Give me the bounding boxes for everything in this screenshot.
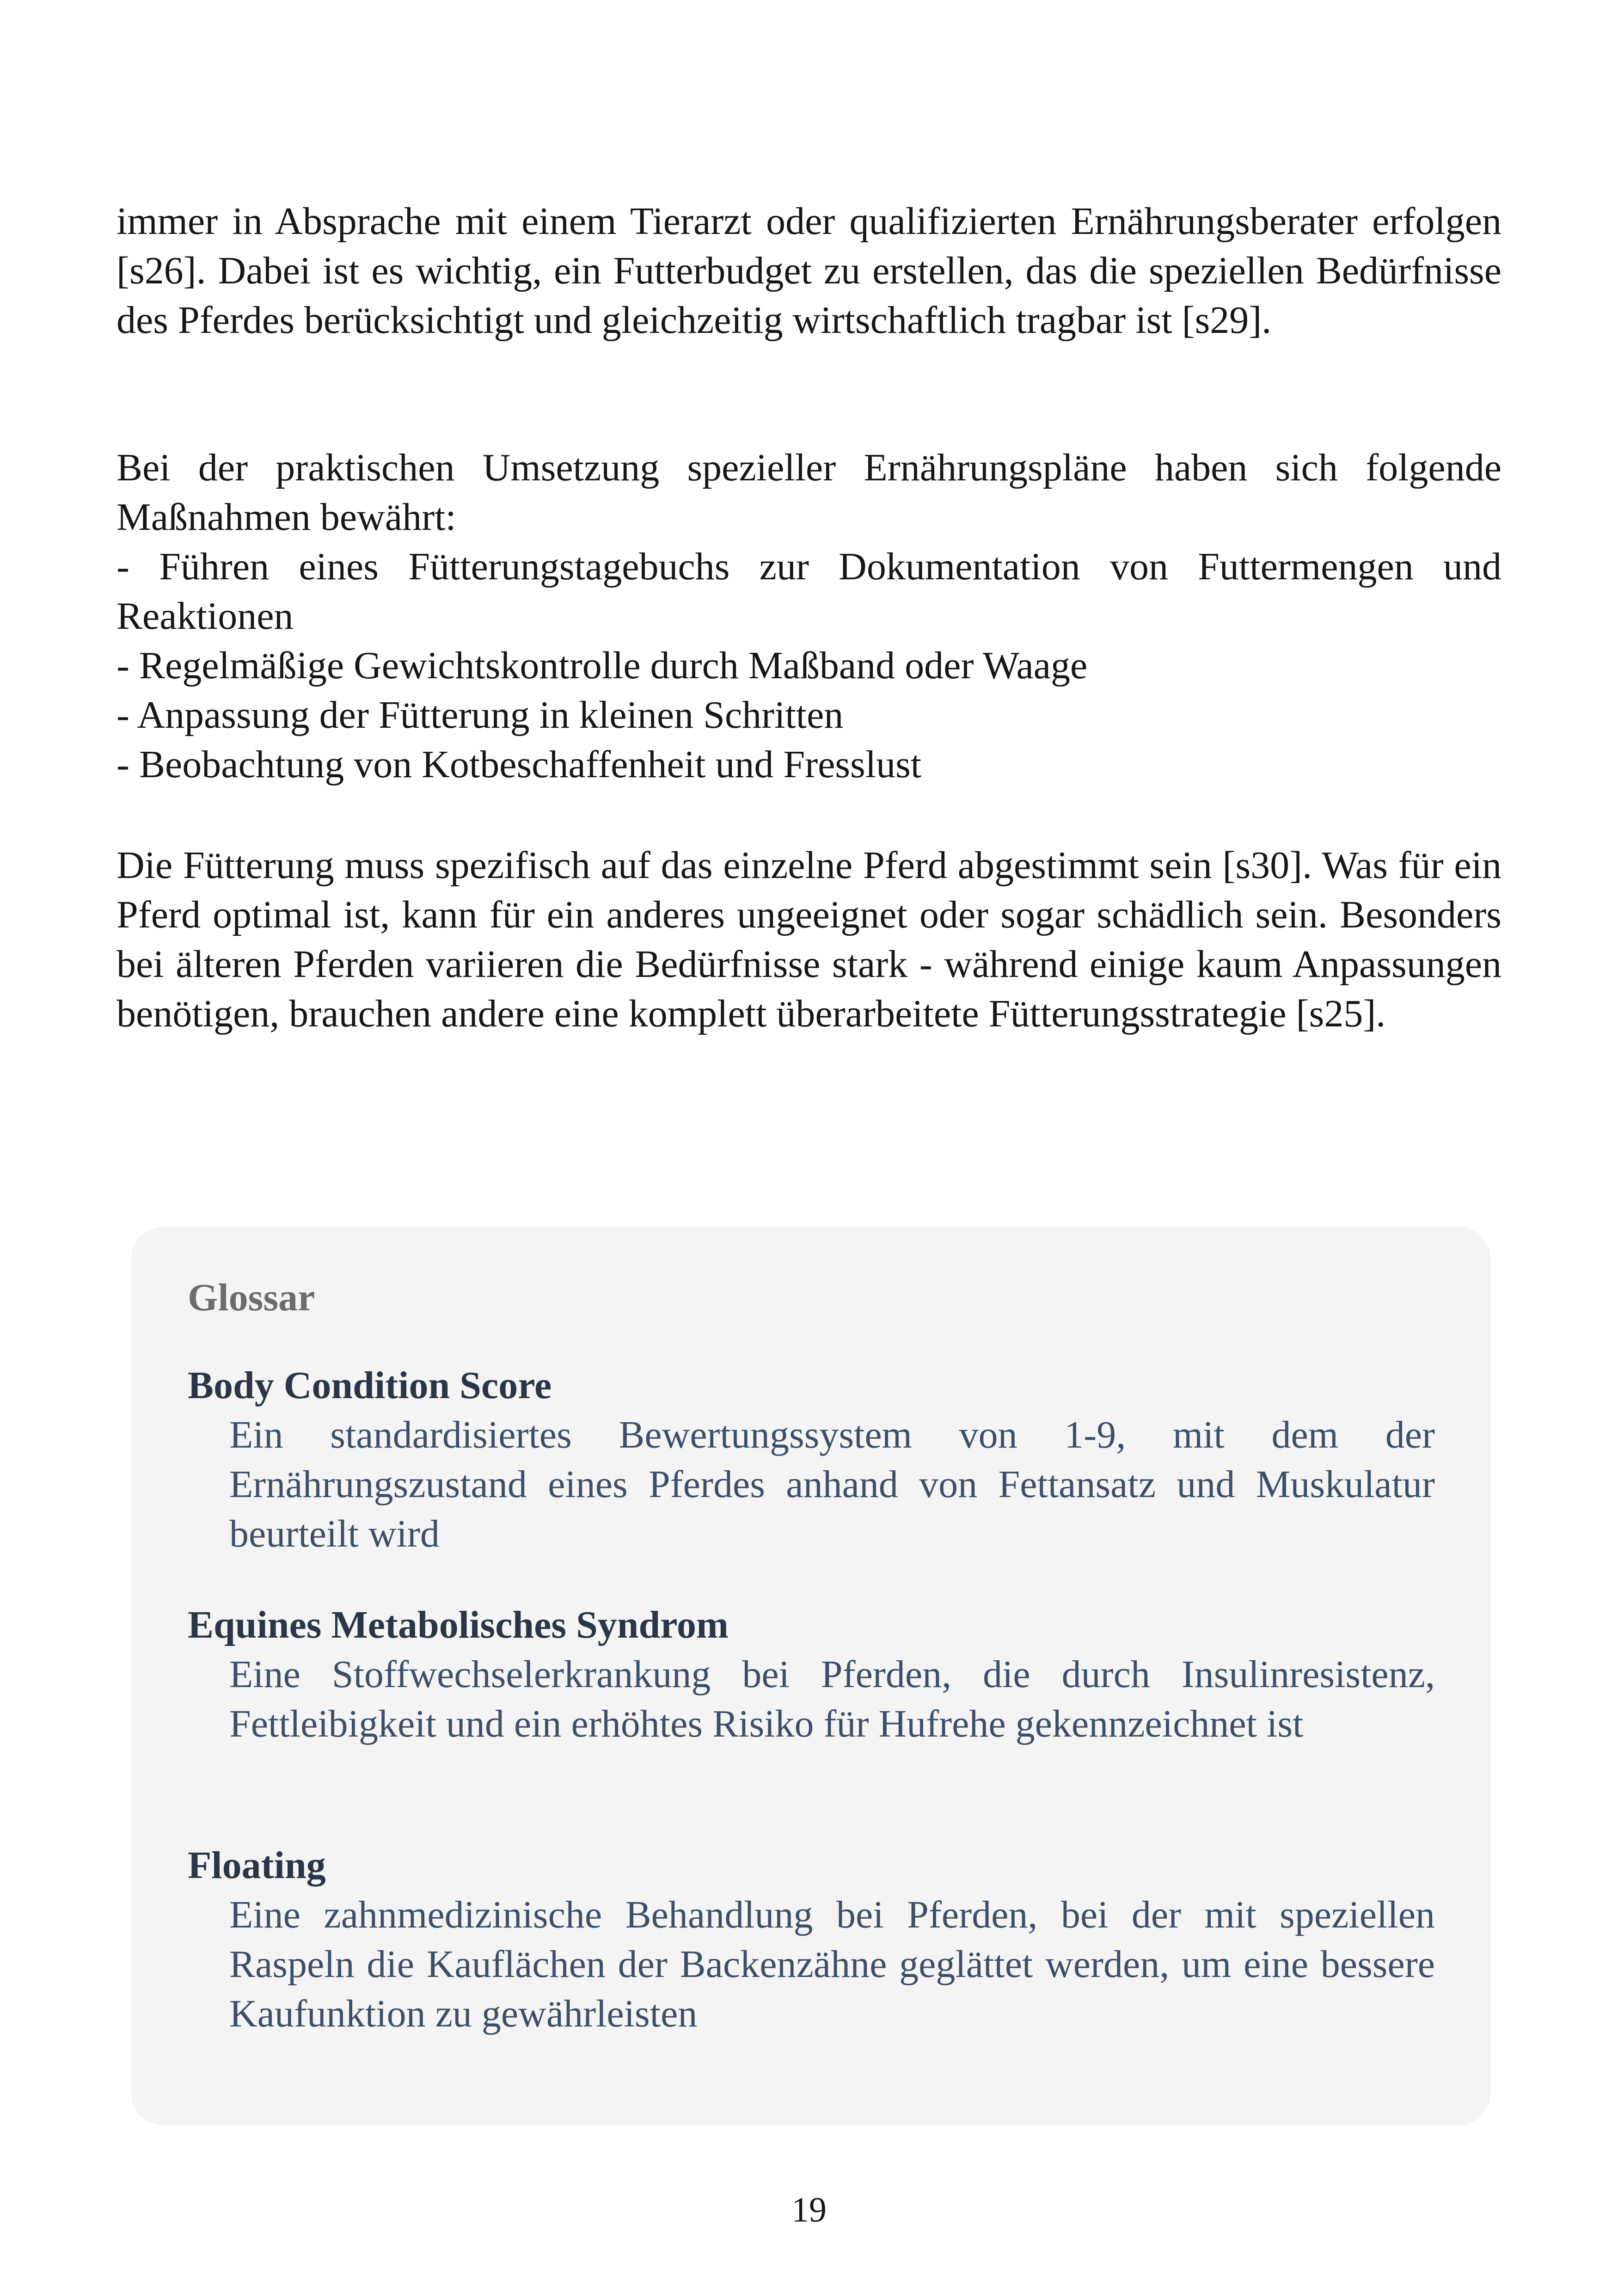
glossary-title: Glossar: [188, 1276, 315, 1319]
body-paragraph-3: Die Fütterung muss spezifisch auf das einzelne Pferd abgestimmt sein [s30]. Was für ein Pferd optimal ist, kann für ein anderes ungeeignet oder sogar schädlich sein. Besonders bei älteren Pferden variieren die Bedürfnisse stark - während einige kaum Anpassungen benötigen, brauchen andere eine komplett überarbeitete Fütterungsstrategie [s25].: [116, 844, 1502, 1035]
glossary-entry: [188, 1600, 1435, 1749]
glossary-entry: [188, 1361, 1435, 1559]
glossary-term: Floating: [188, 1844, 326, 1887]
glossary-definition: Eine zahnmedizinische Behandlung bei Pferden, bei der mit speziellen Raspeln die Kauflächen der Backenzähne geglättet werden, um eine bessere Kaufunktion zu gewährleisten: [229, 1893, 1435, 2035]
measures-list: [116, 542, 1502, 789]
list-item: - Führen eines Fütterungstagebuchs zur Dokumentation von Futtermengen und Reaktionen: [116, 545, 1502, 638]
glossary-definition: Ein standardisiertes Bewertungssystem von 1-9, mit dem der Ernährungszustand eines Pferdes anhand von Fettansatz und Muskulatur beurteilt wird: [229, 1413, 1435, 1555]
glossary-box: [131, 1227, 1490, 2125]
glossary-entry: [188, 1841, 1435, 2038]
list-item: - Regelmäßige Gewichtskontrolle durch Maßband oder Waage: [116, 644, 1088, 687]
list-item: - Anpassung der Fütterung in kleinen Schritten: [116, 694, 844, 737]
glossary-term: Body Condition Score: [188, 1364, 552, 1407]
list-item: - Beobachtung von Kotbeschaffenheit und Fresslust: [116, 743, 922, 786]
glossary-definition: Eine Stoffwechselerkrankung bei Pferden, die durch Insulinresistenz, Fettleibigkeit und ein erhöhtes Risiko für Hufrehe gekennzeichnet ist: [229, 1653, 1435, 1745]
body-paragraph-1: immer in Absprache mit einem Tierarzt oder qualifizierten Ernährungsberater erfolgen [s26]. Dabei ist es wichtig, ein Futterbudget zu erstellen, das die speziellen Bedürfnisse des Pferdes berücksichtigt und gleichzeitig wirtschaftlich tragbar ist [s29].: [116, 200, 1502, 342]
glossary-term: Equines Metabolisches Syndrom: [188, 1603, 729, 1646]
page-number: 19: [791, 2191, 827, 2229]
body-paragraph-2-intro: Bei der praktischen Umsetzung spezieller Ernährungspläne haben sich folgende Maßnahmen bewährt:: [116, 446, 1502, 539]
